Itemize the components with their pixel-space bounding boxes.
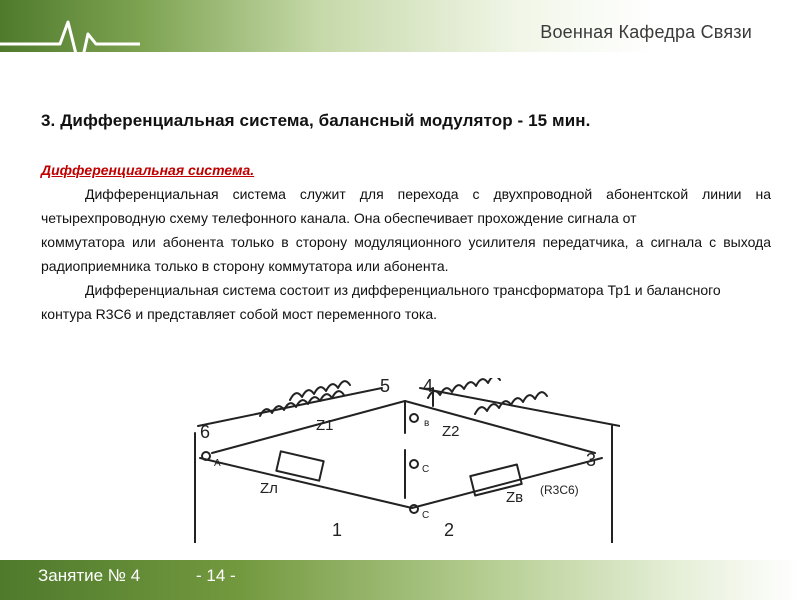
label-zb: Zв (506, 489, 524, 506)
terminal-label-4: 4 (423, 378, 434, 396)
terminal-label-5: 5 (380, 378, 391, 396)
terminal-label-2: 2 (444, 520, 455, 540)
label-r3c6: (R3C6) (540, 483, 579, 497)
paragraph-2: коммутатора или абонента только в сторону модуляционного усилителя передатчика, а сигнала с выхода радиоприемника только в сторону коммутатора или абонента. (41, 234, 771, 274)
node-label-c-bottom: С (422, 510, 430, 521)
page-number: - 14 - (196, 566, 236, 585)
node-label-c-mid: С (422, 464, 430, 475)
slide-title: 3. Дифференциальная система, балансный модулятор - 15 мин. (41, 111, 591, 130)
bridge-circuit-diagram (190, 378, 620, 543)
node-label-b: в (424, 418, 430, 429)
terminal-label-6: 6 (200, 422, 211, 442)
label-z1: Z1 (316, 417, 334, 434)
label-zl: Zл (260, 480, 278, 497)
terminal-label-1: 1 (332, 520, 343, 540)
header-title: Военная Кафедра Связи (540, 22, 752, 42)
paragraph-3: Дифференциальная система состоит из дифференциального трансформатора Тр1 и балансного контура R3C6 и представляет собой мост переменного тока. (41, 282, 721, 322)
lesson-number: Занятие № 4 (38, 566, 141, 585)
paragraph-1: Дифференциальная система служит для перехода с двухпроводной абонентской линии на четырехпроводную схему телефонного канала. Она обеспечивает прохождение сигнала от (41, 186, 771, 226)
node-label-a: А (214, 458, 221, 469)
section-subheading: Дифференциальная система. (41, 162, 255, 178)
body-text (41, 182, 771, 326)
label-z2: Z2 (442, 423, 460, 440)
terminal-label-3: 3 (586, 450, 597, 470)
pulse-icon (0, 0, 140, 70)
